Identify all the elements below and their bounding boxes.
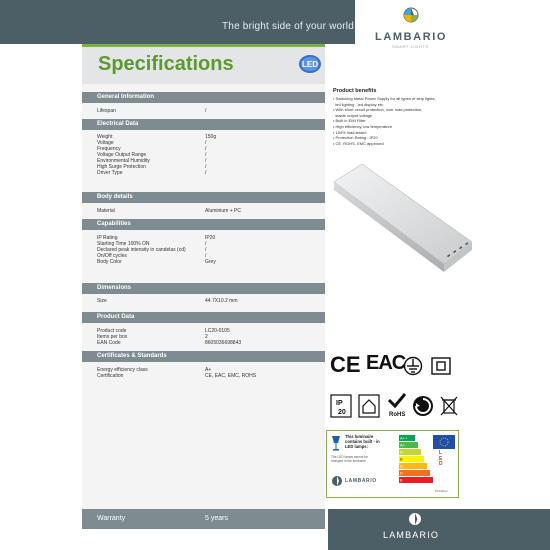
spec-label: Product code bbox=[97, 328, 127, 334]
spec-label: Weight bbox=[97, 134, 113, 140]
section-product: Product Data bbox=[82, 312, 325, 323]
benefit-item: • CE, ROHS, EMC approved bbox=[333, 140, 384, 146]
spec-value: 2 bbox=[205, 334, 208, 340]
spec-value: / bbox=[205, 108, 207, 114]
led-badge-text: LED bbox=[302, 60, 318, 69]
spec-value: LC20-0105 bbox=[205, 328, 230, 334]
spec-value: / bbox=[205, 152, 207, 158]
benefit-item: stable output voltage bbox=[333, 112, 373, 118]
spec-label: Voltage Output Range bbox=[97, 152, 147, 158]
spec-value: A+ bbox=[205, 367, 212, 373]
page-title: Specifications bbox=[98, 53, 234, 75]
spec-label: Starting Time 100% ON bbox=[97, 241, 150, 247]
spec-value: / bbox=[205, 241, 207, 247]
spec-label: IP Rating bbox=[97, 235, 118, 241]
spec-value: / bbox=[205, 146, 207, 152]
lamp-icon bbox=[331, 435, 341, 451]
header bbox=[0, 0, 550, 49]
svg-text:A++: A++ bbox=[400, 435, 408, 441]
section-certificates: Certificates & Standards bbox=[82, 351, 325, 362]
spec-value: Grey bbox=[205, 259, 216, 265]
spec-label: Certification bbox=[97, 373, 124, 379]
spec-label: Declared peak intensity in candelas (cd) bbox=[97, 247, 186, 253]
benefit-item: led lighting , led display etc. bbox=[333, 101, 385, 107]
spec-label: Driver Type bbox=[97, 170, 123, 176]
led-badge-icon bbox=[298, 54, 322, 74]
benefit-item: • 100% load tested bbox=[333, 129, 367, 135]
svg-text:IP: IP bbox=[336, 400, 343, 407]
cert-row-2 bbox=[330, 392, 465, 422]
lambario-mini-logo-icon bbox=[331, 475, 343, 487]
ip-rating-icon bbox=[330, 394, 352, 418]
svg-text:C: C bbox=[400, 463, 403, 469]
spec-label: Energy efficiency class bbox=[97, 367, 148, 373]
spec-value: / bbox=[205, 247, 207, 253]
ce-mark-icon: CE bbox=[330, 352, 361, 377]
energy-label bbox=[326, 430, 459, 498]
indoor-use-icon bbox=[358, 394, 380, 418]
title-band-accent bbox=[82, 44, 325, 47]
section-general: General Information bbox=[82, 92, 325, 103]
section-electrical: Electrical Data bbox=[82, 119, 325, 130]
spec-value: / bbox=[205, 158, 207, 164]
brand-name: LAMBARIO bbox=[375, 31, 448, 43]
weee-bin-icon bbox=[438, 394, 460, 418]
eac-mark-icon: EAC bbox=[366, 352, 406, 374]
spec-value: Aluminium + PC bbox=[205, 208, 241, 214]
rohs-check-icon bbox=[386, 392, 408, 420]
svg-text:B: B bbox=[400, 456, 403, 462]
spec-value: 8605036698843 bbox=[205, 340, 242, 346]
spec-value: / bbox=[205, 140, 207, 146]
svg-text:A+: A+ bbox=[400, 442, 406, 448]
product-image bbox=[326, 160, 476, 285]
benefit-item: • With short circuit protection, over load protection, bbox=[333, 107, 423, 113]
energy-text-2: contains built - in bbox=[345, 439, 380, 444]
spec-value: IP20 bbox=[205, 235, 216, 241]
footer-brand: LAMBARIO bbox=[383, 530, 440, 540]
benefit-item: • Protection Rating : IP20 bbox=[333, 135, 378, 141]
energy-text-3: LED lamps: bbox=[345, 444, 369, 449]
spec-value: / bbox=[205, 164, 207, 170]
spec-label: Size bbox=[97, 298, 107, 304]
spec-label: Items per box bbox=[97, 334, 128, 340]
spec-label: Lifespan bbox=[97, 108, 116, 114]
spec-label: On/Off cycles bbox=[97, 253, 127, 259]
energy-reg: 874/2012 bbox=[435, 489, 448, 493]
double-insulation-icon bbox=[430, 356, 452, 376]
spec-label: Voltage bbox=[97, 140, 114, 146]
footer-logo-icon bbox=[408, 512, 422, 526]
svg-text:RoHS: RoHS bbox=[389, 412, 406, 418]
section-body: Body details bbox=[82, 192, 325, 203]
energy-note: The LED lamps cannot be changed in the luminaire bbox=[331, 455, 368, 463]
energy-brand: LAMBARIO bbox=[345, 478, 377, 484]
spec-value: / bbox=[205, 170, 207, 176]
benefits-list bbox=[333, 96, 463, 146]
spec-value: 150g bbox=[205, 134, 217, 140]
spec-label: Body Color bbox=[97, 259, 122, 265]
warranty-label: Warranty bbox=[97, 515, 126, 522]
spec-value: CE, EAC, EMC, ROHS bbox=[205, 373, 257, 379]
benefit-item: • High efficiency, low temperature bbox=[333, 123, 393, 129]
energy-side-text: LED bbox=[439, 450, 443, 467]
svg-text:A: A bbox=[400, 449, 403, 455]
eu-flag-icon bbox=[433, 435, 455, 449]
benefits-title: Product benefits bbox=[333, 88, 377, 94]
recycle-icon bbox=[412, 394, 434, 418]
spec-label: Environmental Humidity bbox=[97, 158, 150, 164]
spec-label: EAN Code bbox=[97, 340, 121, 346]
energy-text-1: This luminaire bbox=[345, 434, 374, 439]
cert-row-1 bbox=[330, 350, 465, 384]
benefit-item: • Switching Metal Power Supply for all types of strip lights, bbox=[333, 96, 436, 101]
spec-label: Material bbox=[97, 208, 115, 214]
spec-value: 44.7X10.2 mm bbox=[205, 298, 238, 304]
benefit-item: • Built in EMI Filter bbox=[333, 118, 366, 124]
section-capabilities: Capabilities bbox=[82, 219, 325, 230]
warranty-value: 5 years bbox=[205, 515, 228, 522]
spec-label: Frequency bbox=[97, 146, 121, 152]
svg-text:20: 20 bbox=[338, 409, 346, 416]
section-dimensions: Dimensions bbox=[82, 283, 325, 294]
brand-sub: SMART LIGHTS bbox=[392, 44, 429, 49]
ground-symbol-icon bbox=[402, 356, 424, 376]
tagline: The bright side of your world bbox=[222, 21, 354, 32]
svg-text:E: E bbox=[400, 477, 403, 483]
spec-label: High Surge Protection bbox=[97, 164, 146, 170]
svg-text:D: D bbox=[400, 470, 403, 476]
spec-value: / bbox=[205, 253, 207, 259]
